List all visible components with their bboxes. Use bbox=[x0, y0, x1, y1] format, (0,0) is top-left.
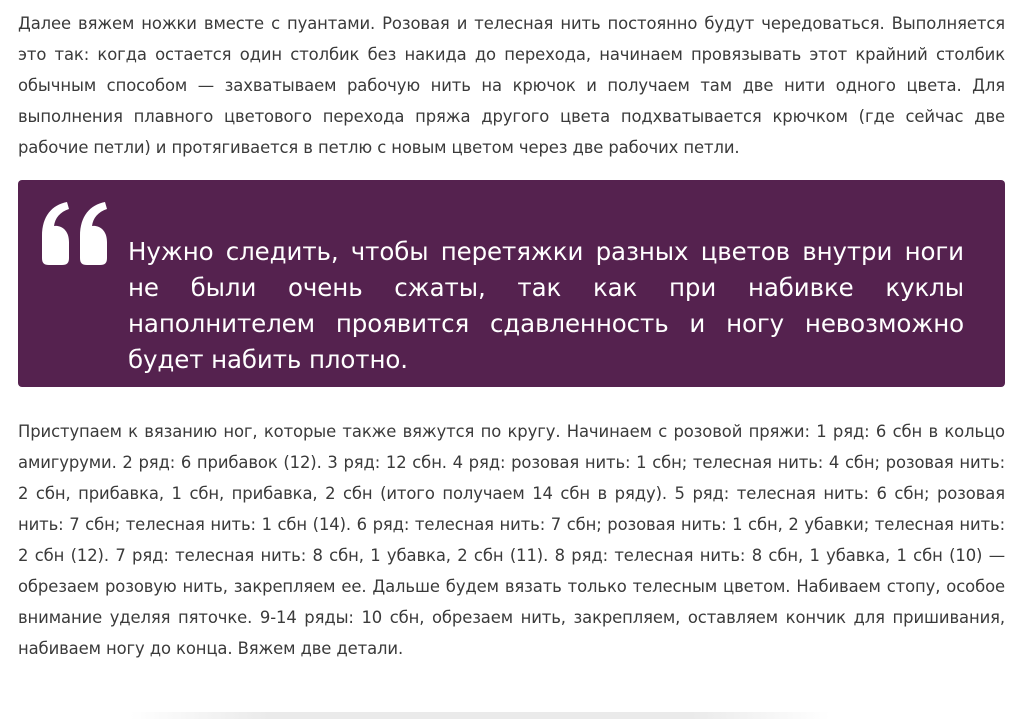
paragraph-legs-pattern: Приступаем к вязанию ног, которые также вяжутся по кругу. Начинаем с розовой пряжи: 1 ряд: 6 сбн в кольцо амигуруми. 2 ряд: 6 прибавок (12). 3 ряд: 12 сбн. 4 ряд: розовая нить: 1 сбн; телесная нить: 4 сбн; розовая нить: 2 сбн, прибавка, 1 сбн, прибавка, 2 сбн (итого получаем 14 сбн в ряду). 5 ряд: телесная нить: 6 сбн; розовая нить: 7 сбн; телесная нить: 1 сбн (14). 6 ряд: телесная нить: 7 сбн; розовая нить: 1 сбн, 2 убавки; телесная нить: 2 сбн (12). 7 ряд: телесная нить: 8 сбн, 1 убавка, 2 сбн (11). 8 ряд: телесная нить: 8 сбн, 1 убавка, 1 сбн (10) — обрезаем розовую нить, закрепляем ее. Дальше будем вязать только телесным цветом. Набиваем стопу, особое внимание уделяя пяточке. 9-14 ряды: 10 сбн, обрезаем нить, закрепляем, оставляем кончик для пришивания, набиваем ногу до конца. Вяжем две детали. bbox=[18, 422, 1005, 658]
blockquote bbox=[18, 180, 1005, 387]
paragraph-legs-color-change: Далее вяжем ножки вместе с пуантами. Розовая и телесная нить постоянно будут чередоваться. Выполняется это так: когда остается один столбик без накида до перехода, начинаем провязывать этот крайний столбик обычным способом — захватываем рабочую нить на крючок и получаем там две нити одного цвета. Для выполнения плавного цветового перехода пряжа другого цвета подхватывается крючком (где сейчас две рабочие петли) и протягивается в петлю с новым цветом через две рабочих петли. bbox=[18, 14, 1005, 157]
article-body bbox=[18, 0, 1005, 664]
quote-icon bbox=[40, 202, 114, 266]
faded-content-edge bbox=[130, 712, 830, 719]
quote-text: Нужно следить, чтобы перетяжки разных цветов внутри ноги не были очень сжаты, так как при набивке куклы наполнителем проявится сдавленность и ногу невозможно будет набить плотно. bbox=[128, 237, 964, 374]
